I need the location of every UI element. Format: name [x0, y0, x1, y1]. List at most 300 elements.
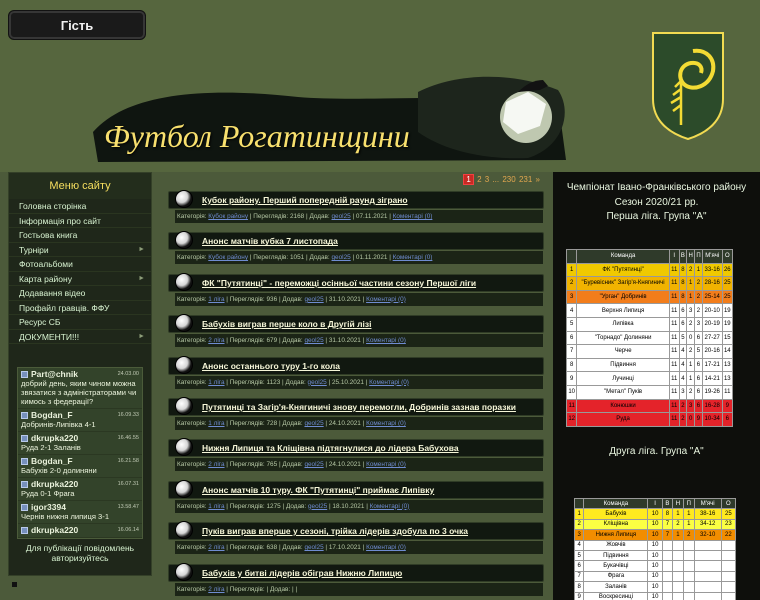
table-cell-wins: 7: [662, 530, 672, 540]
news-date: 24.10.2021: [328, 419, 361, 427]
table-cell-draws: 3: [687, 304, 695, 318]
news-header: [168, 398, 544, 416]
table-cell-goals: 25-14: [702, 290, 722, 304]
league2-table: [574, 498, 736, 600]
table-cell-position: 10: [567, 385, 577, 399]
page-link[interactable]: 3: [484, 175, 490, 184]
table-cell-draws: [673, 592, 684, 600]
news-author[interactable]: geol25: [304, 295, 324, 303]
football-icon: [175, 438, 193, 456]
news-comments-link[interactable]: Коментарі (0): [392, 254, 433, 262]
news-header: [168, 357, 544, 375]
table-row: [567, 331, 733, 345]
news-header: [168, 564, 544, 582]
meta-views-label: Переглядів:: [229, 585, 265, 593]
table-cell-team[interactable]: "Буревісник" Загір'я-Княгиничі: [577, 277, 669, 291]
news-date: 17.10.2021: [328, 544, 361, 552]
table-cell-goals: 32-10: [694, 530, 721, 540]
table-header-cell: О: [722, 250, 732, 264]
table-cell-losses: [683, 550, 694, 560]
menu-item-tournaments[interactable]: [9, 243, 151, 258]
table-cell-position: 7: [575, 571, 584, 581]
news-meta: Категорія: 2 ліга | Переглядів: 765 | Додав: geol25 | 24.10.2021 | Коментарі (0): [175, 458, 543, 471]
meta-category-label: Категорія:: [177, 585, 207, 593]
table-cell-team[interactable]: Фрага: [584, 571, 648, 581]
table-cell-played: 10: [648, 519, 662, 529]
table-cell-goals: 20-10: [702, 304, 722, 318]
news-header: [168, 522, 544, 540]
news-title[interactable]: Нижня Липиця та Кліщівна підтягнулися до лідера Бабухова: [202, 443, 459, 454]
table-cell-position: 5: [567, 317, 577, 331]
football-icon: [175, 314, 193, 332]
table-row: [567, 372, 733, 386]
menu-item-documents[interactable]: [9, 330, 151, 345]
table-row: [575, 540, 736, 550]
table-cell-points: 13: [722, 372, 732, 386]
news-category[interactable]: Кубок району: [208, 254, 249, 262]
table-cell-goals: [694, 592, 721, 600]
table-cell-goals: [694, 540, 721, 550]
table-header-cell: М'ячі: [702, 250, 722, 264]
meta-author-label: Додав:: [309, 213, 330, 220]
table-cell-wins: 4: [679, 345, 687, 359]
page-link[interactable]: 2: [477, 175, 482, 184]
table-cell-losses: [683, 540, 694, 550]
table-cell-points: 26: [722, 263, 732, 277]
chat-message: [18, 501, 142, 524]
news-title[interactable]: Кубок району. Перший попередній раунд зіграно: [202, 195, 408, 205]
table-row: [567, 358, 733, 372]
table-cell-goals: 10-34: [702, 413, 722, 427]
table-cell-wins: 4: [679, 372, 687, 386]
table-cell-played: 10: [648, 540, 662, 550]
news-meta: Категорія: 2 ліга | Переглядів: | Додав: | |: [175, 583, 543, 596]
table-cell-team[interactable]: Верхня Липиця: [577, 304, 669, 318]
news-category[interactable]: 1 ліга: [208, 295, 225, 303]
news-author[interactable]: geol25: [307, 378, 327, 386]
news-comments-link[interactable]: Коментарі (0): [366, 461, 406, 469]
chat-time: 16.09.33: [117, 412, 139, 418]
table-cell-goals: [694, 550, 721, 560]
table-cell-losses: [683, 561, 694, 571]
table-row: [567, 263, 733, 277]
table-cell-draws: 2: [673, 519, 684, 529]
news-author[interactable]: geol25: [304, 544, 324, 552]
news-author[interactable]: geol25: [331, 254, 351, 262]
table-cell-wins: 3: [679, 385, 687, 399]
table-cell-wins: [662, 540, 672, 550]
league1-title: Перша ліга. Група "А": [606, 211, 707, 222]
table-cell-team[interactable]: Руда: [577, 413, 669, 427]
table-cell-played: 11: [669, 277, 679, 291]
chat-user[interactable]: Bogdan_F: [31, 456, 73, 466]
news-views: 1275: [266, 502, 281, 510]
chat-message: [18, 432, 142, 455]
news-meta: Категорія: 1 ліга | Переглядів: 1123 | Додав: geol25 | 25.10.2021 | Коментарі (0): [175, 376, 543, 389]
table-cell-points: [721, 592, 735, 600]
menu-item-player-profile[interactable]: [9, 301, 151, 316]
table-cell-played: 10: [648, 582, 662, 592]
table-cell-losses: 1: [683, 519, 694, 529]
menu-item-label: Головна сторінка: [19, 201, 87, 211]
news-title[interactable]: Бабухів виграв перше коло в Другій лізі: [202, 319, 372, 330]
football-icon: [175, 397, 193, 415]
table-header-cell: М'ячі: [694, 499, 721, 509]
news-category[interactable]: 2 ліга: [208, 585, 225, 593]
table-cell-losses: 3: [695, 317, 703, 331]
news-date: 01.11.2021: [355, 254, 388, 262]
table-cell-team[interactable]: Підвиння: [577, 358, 669, 372]
meta-category-label: Категорія:: [177, 295, 207, 303]
news-category[interactable]: Кубок району: [208, 213, 249, 220]
news-category[interactable]: 2 ліга: [208, 461, 225, 469]
news-title[interactable]: ФК "Путятинці" - переможці осінньої частини сезону Першої ліги: [202, 277, 477, 288]
table-cell-team[interactable]: "Торнадо" Долиняни: [577, 331, 669, 345]
user-icon: [21, 527, 28, 534]
news-views: 2168: [290, 213, 305, 220]
table-cell-played: 11: [669, 331, 679, 345]
news-author[interactable]: geol25: [308, 502, 328, 510]
table-cell-wins: 4: [679, 358, 687, 372]
table-cell-team[interactable]: "Метал" Пуків: [577, 385, 669, 399]
menu-item-label: Карта району: [19, 273, 72, 284]
news-header: [168, 315, 544, 333]
meta-category-label: Категорія:: [177, 213, 207, 220]
table-cell-team[interactable]: Черче: [577, 345, 669, 359]
table-cell-wins: 8: [679, 290, 687, 304]
table-row: [575, 550, 736, 560]
table-header-cell: Команда: [577, 250, 669, 264]
football-icon: [175, 190, 193, 208]
news-comments-link[interactable]: Коментарі (0): [366, 419, 406, 427]
table-header-cell: П: [695, 250, 703, 264]
table-cell-team[interactable]: Бабухів: [584, 509, 648, 519]
football-icon: [175, 480, 193, 498]
meta-category-label: Категорія:: [177, 337, 207, 345]
chat-user[interactable]: dkrupka220: [31, 479, 79, 489]
table-cell-played: 11: [669, 413, 679, 427]
news-item: [168, 354, 544, 395]
chat-time: 13.58.47: [117, 504, 139, 510]
chat-text: добрий день, яким чином можна звязатися з адміністраторами чи кимось з федерації?: [21, 379, 137, 406]
table-header-cell: [575, 499, 584, 509]
news-item: [168, 312, 544, 353]
news-meta: Категорія: 1 ліга | Переглядів: 1275 | Додав: geol25 | 18.10.2021 | Коментарі (0): [175, 500, 543, 513]
news-views: 936: [266, 295, 278, 303]
table-cell-played: 11: [669, 372, 679, 386]
table-row: [567, 385, 733, 399]
meta-author-label: Додав:: [285, 378, 306, 386]
table-cell-team[interactable]: Лучинці: [577, 372, 669, 386]
table-cell-goals: 14-21: [702, 372, 722, 386]
chat-text: Чернів нижня липиця 3-1: [21, 512, 110, 521]
table-cell-position: 9: [567, 372, 577, 386]
table-header-cell: І: [648, 499, 662, 509]
chat-time: 16.07.31: [117, 481, 139, 487]
table-cell-played: 10: [648, 561, 662, 571]
table-row: [567, 345, 733, 359]
table-cell-wins: [662, 592, 672, 600]
chat-time: 24.03.00: [117, 371, 139, 377]
table-cell-position: 11: [567, 399, 577, 413]
table-cell-wins: 2: [679, 399, 687, 413]
table-cell-team[interactable]: ФК "Путятинці": [577, 263, 669, 277]
table-cell-losses: [683, 582, 694, 592]
table-cell-team[interactable]: Воскресинці: [584, 592, 648, 600]
news-title[interactable]: Анонс матчів кубка 7 листопада: [202, 236, 338, 247]
submenu-arrow-icon: ►: [138, 274, 145, 282]
news-column: [168, 172, 544, 600]
table-cell-wins: 6: [679, 317, 687, 331]
news-author[interactable]: geol25: [304, 461, 324, 469]
news-views: 679: [266, 337, 278, 345]
table-cell-played: 11: [669, 358, 679, 372]
meta-category-label: Категорія:: [177, 502, 207, 510]
season-label: Сезон 2020/21 рр.: [614, 197, 699, 208]
mini-chat[interactable]: [17, 367, 143, 539]
table-cell-team[interactable]: Заланів: [584, 582, 648, 592]
news-views: 638: [266, 544, 278, 552]
meta-author-label: Додав:: [282, 544, 303, 552]
table-cell-points: 25: [721, 509, 735, 519]
news-meta: Категорія: Кубок району | Переглядів: 1051 | Додав: geol25 | 01.11.2021 | Коментарі (0): [175, 251, 543, 264]
district-crest: [651, 31, 725, 140]
news-category[interactable]: 1 ліга: [208, 502, 225, 510]
table-cell-draws: 2: [687, 263, 695, 277]
news-comments-link[interactable]: Коментарі (0): [392, 213, 433, 220]
table-cell-position: 3: [567, 290, 577, 304]
menu-item-resource-sb[interactable]: [9, 315, 151, 330]
site-title: Футбол Рогатинщини: [104, 118, 410, 154]
meta-views-label: Переглядів:: [229, 378, 265, 386]
table-cell-points: 23: [721, 519, 735, 529]
news-date: 25.10.2021: [331, 378, 364, 386]
news-comments-link[interactable]: Коментарі (0): [366, 337, 406, 345]
page-current: 1: [463, 174, 473, 185]
right-sidebar: [553, 172, 760, 600]
news-comments-link[interactable]: Коментарі (0): [369, 378, 409, 386]
table-cell-goals: 20-19: [702, 317, 722, 331]
table-cell-losses: 2: [695, 304, 703, 318]
news-author[interactable]: geol25: [331, 213, 351, 220]
table-cell-points: 19: [722, 304, 732, 318]
table-cell-losses: 2: [695, 290, 703, 304]
table-cell-position: 8: [567, 358, 577, 372]
table-cell-points: [721, 571, 735, 581]
table-cell-team[interactable]: Конюшки: [577, 399, 669, 413]
table-cell-wins: 8: [679, 277, 687, 291]
table-cell-draws: 1: [673, 509, 684, 519]
news-author[interactable]: geol25: [304, 337, 324, 345]
table-cell-losses: 5: [695, 345, 703, 359]
chat-user[interactable]: Part@chnik: [31, 369, 79, 379]
table-cell-points: 15: [722, 331, 732, 345]
table-cell-played: 11: [669, 290, 679, 304]
table-row: [575, 571, 736, 581]
news-views: 1123: [266, 378, 281, 386]
news-date: 18.10.2021: [332, 502, 365, 510]
meta-category-label: Категорія:: [177, 544, 207, 552]
table-cell-losses: 9: [695, 413, 703, 427]
table-cell-points: 14: [722, 345, 732, 359]
meta-category-label: Категорія:: [177, 378, 207, 386]
table-header-cell: Команда: [584, 499, 648, 509]
table-header-cell: І: [669, 250, 679, 264]
table-cell-losses: 1: [695, 263, 703, 277]
table-cell-position: 7: [567, 345, 577, 359]
table-row: [575, 592, 736, 600]
meta-views-label: Переглядів:: [229, 544, 265, 552]
table-cell-points: 22: [721, 530, 735, 540]
table-cell-played: 10: [648, 571, 662, 581]
table-cell-goals: 17-21: [702, 358, 722, 372]
table-cell-played: 11: [669, 399, 679, 413]
news-category[interactable]: 2 ліга: [208, 544, 225, 552]
meta-views-label: Переглядів:: [229, 295, 265, 303]
menu-item-photo-albums[interactable]: [9, 257, 151, 272]
table-cell-points: 25: [722, 290, 732, 304]
news-comments-link[interactable]: Коментарі (0): [366, 544, 406, 552]
football-icon: [175, 563, 193, 581]
table-cell-points: [721, 561, 735, 571]
chat-user[interactable]: Bogdan_F: [31, 410, 73, 420]
table-cell-wins: 7: [662, 519, 672, 529]
table-header-cell: Н: [687, 250, 695, 264]
table-cell-points: 13: [722, 358, 732, 372]
user-icon: [21, 458, 28, 465]
user-icon: [21, 435, 28, 442]
news-category[interactable]: 2 ліга: [208, 337, 225, 345]
table-cell-points: [721, 540, 735, 550]
table-cell-draws: 1: [673, 530, 684, 540]
menu-item-label: Додавання відео: [19, 288, 86, 298]
table-cell-wins: 5: [679, 331, 687, 345]
league1-table: [566, 249, 733, 427]
news-title[interactable]: Путятинці та Загір'я-Княгиничі знову перемогли, Добринів зазнав поразки: [202, 401, 516, 412]
user-icon: [21, 481, 28, 488]
page-next[interactable]: »: [535, 175, 540, 184]
menu-item-label: Інформація про сайт: [19, 215, 101, 226]
chat-message: [18, 524, 142, 538]
table-header-cell: П: [683, 499, 694, 509]
menu-item-home[interactable]: [9, 199, 151, 214]
news-item: [168, 271, 544, 312]
table-cell-team[interactable]: Кліщівна: [584, 519, 648, 529]
table-cell-goals: 27-27: [702, 331, 722, 345]
news-comments-link[interactable]: Коментарі (0): [366, 295, 406, 303]
table-cell-played: 11: [669, 317, 679, 331]
page-link[interactable]: 231: [518, 175, 533, 184]
table-header-row: [567, 250, 733, 264]
meta-views-label: Переглядів:: [229, 337, 265, 345]
championship-title: Чемпіонат Івано-Франківського району: [566, 182, 747, 193]
menu-item-add-video[interactable]: [9, 286, 151, 301]
guest-button[interactable]: Гість: [8, 10, 146, 40]
submenu-arrow-icon: ►: [138, 332, 145, 340]
news-title[interactable]: Пуків виграв вперше у сезоні, трійка лідерів здобула по 3 очка: [202, 526, 468, 537]
table-cell-goals: [694, 561, 721, 571]
table-cell-points: [721, 550, 735, 560]
table-row: [575, 561, 736, 571]
chat-message: [18, 478, 142, 501]
meta-author-label: Додав:: [309, 254, 330, 262]
table-cell-position: 4: [567, 304, 577, 318]
table-cell-position: 6: [575, 561, 584, 571]
menu-item-label: Турніри: [19, 244, 49, 255]
table-cell-position: 1: [575, 509, 584, 519]
news-header: [168, 481, 544, 499]
chat-user[interactable]: dkrupka220: [31, 525, 79, 535]
table-cell-draws: 3: [687, 399, 695, 413]
table-cell-position: 8: [575, 582, 584, 592]
news-category[interactable]: 1 ліга: [208, 378, 225, 386]
table-cell-draws: 2: [687, 345, 695, 359]
news-item: [168, 229, 544, 270]
news-views: 1051: [290, 254, 305, 262]
table-cell-played: 10: [648, 550, 662, 560]
page-link[interactable]: 230: [502, 175, 516, 184]
chat-user[interactable]: dkrupka220: [31, 433, 79, 443]
table-cell-position: 2: [567, 277, 577, 291]
table-cell-draws: 1: [687, 277, 695, 291]
table-cell-losses: [683, 592, 694, 600]
news-title[interactable]: Анонс матчів 10 туру. ФК "Путятинці" приймає Липівку: [202, 484, 435, 495]
table-cell-draws: [673, 582, 684, 592]
table-row: [567, 413, 733, 427]
news-item: [168, 188, 544, 229]
table-cell-wins: 8: [662, 509, 672, 519]
news-author[interactable]: geol25: [304, 419, 324, 427]
table-cell-goals: 19-26: [702, 385, 722, 399]
menu-item-district-map[interactable]: [9, 272, 151, 287]
table-cell-draws: [673, 550, 684, 560]
news-title[interactable]: Анонс останнього туру 1-го кола: [202, 360, 341, 371]
menu-item-label: Гостьова книга: [19, 230, 78, 240]
news-category[interactable]: 1 ліга: [208, 419, 225, 427]
table-row: [575, 509, 736, 519]
meta-author-label: Додав:: [282, 419, 303, 427]
table-cell-team[interactable]: Нижня Липиця: [584, 530, 648, 540]
table-cell-points: [721, 582, 735, 592]
table-cell-losses: 1: [683, 509, 694, 519]
table-cell-team[interactable]: Підвиння: [584, 550, 648, 560]
table-cell-goals: [694, 582, 721, 592]
menu-item-label: Фотоальбоми: [19, 259, 73, 269]
table-cell-draws: [673, 571, 684, 581]
table-cell-points: 19: [722, 317, 732, 331]
news-comments-link[interactable]: Коментарі (0): [369, 502, 410, 510]
table-cell-draws: 1: [687, 290, 695, 304]
menu-item-about[interactable]: [9, 214, 151, 229]
chat-user[interactable]: igor3394: [31, 502, 66, 512]
table-cell-points: 6: [722, 413, 732, 427]
table-cell-team[interactable]: Жовчів: [584, 540, 648, 550]
table-cell-team[interactable]: "Урган" Добринів: [577, 290, 669, 304]
table-cell-position: 2: [575, 519, 584, 529]
menu-item-label: Ресурс СБ: [19, 317, 61, 327]
news-list: [168, 188, 544, 600]
news-item: [168, 561, 544, 600]
table-cell-team[interactable]: Букачівці: [584, 561, 648, 571]
menu-item-guestbook[interactable]: [9, 228, 151, 243]
chat-time: 16.21.58: [117, 458, 139, 464]
table-cell-wins: [662, 571, 672, 581]
table-cell-team[interactable]: Липівка: [577, 317, 669, 331]
news-title[interactable]: Бабухів у битві лідерів обіграв Нижню Липицю: [202, 567, 403, 578]
left-sidebar: [8, 172, 152, 576]
table-row: [575, 582, 736, 592]
table-cell-played: 11: [669, 304, 679, 318]
